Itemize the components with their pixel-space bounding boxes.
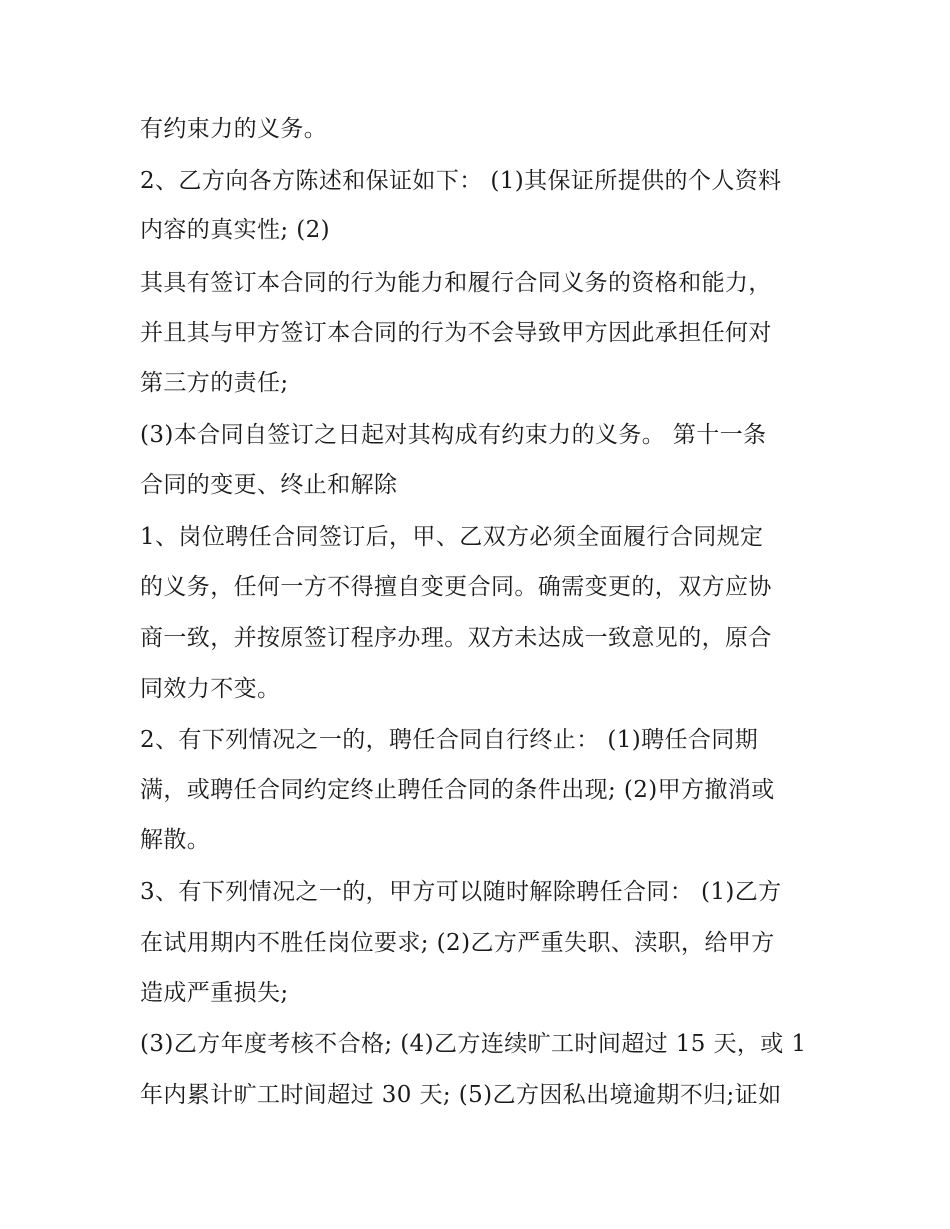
text-line: 3、有下列情况之一的，甲方可以随时解除聘任合同： (1)乙方 [140,879,782,905]
text-line: 并且其与甲方签订本合同的行为不会导致甲方因此承担任何对 [140,320,772,346]
text-line: 合同的变更、终止和解除 [140,472,398,498]
text-line: 解散。 [140,827,211,853]
text-line: 同效力不变。 [140,676,281,702]
text-line: 年内累计旷工时间超过 30 天; (5)乙方因私出境逾期不归;证如 [140,1082,782,1108]
text-line: 的义务，任何一方不得擅自变更合同。确需变更的，双方应协 [140,574,772,600]
text-line: 有约束力的义务。 [140,116,328,142]
text-line: 第三方的责任; [140,370,289,396]
text-line: 造成严重损失; [140,980,289,1006]
text-line: 其具有签订本合同的行为能力和履行合同义务的资格和能力， [140,270,772,296]
text-line: 满，或聘任合同约定终止聘任合同的条件出现; (2)甲方撤消或 [140,777,775,803]
text-line: (3)本合同自签订之日起对其构成有约束力的义务。 第十一条 [140,422,767,448]
text-line: 在试用期内不胜任岗位要求; (2)乙方严重失职、渎职，给甲方 [140,930,775,956]
text-line: 2、有下列情况之一的，聘任合同自行终止： (1)聘任合同期 [140,727,759,753]
text-line: 内容的真实性; (2) [140,217,331,243]
text-line: (3)乙方年度考核不合格; (4)乙方连续旷工时间超过 15 天，或 1 [140,1031,807,1057]
text-line: 2、乙方向各方陈述和保证如下： (1)其保证所提供的个人资料 [140,168,782,194]
text-line: 商一致，并按原签订程序办理。双方未达成一致意见的，原合 [140,625,772,651]
text-line: 1、岗位聘任合同签订后，甲、乙双方必须全面履行合同规定 [140,524,764,550]
